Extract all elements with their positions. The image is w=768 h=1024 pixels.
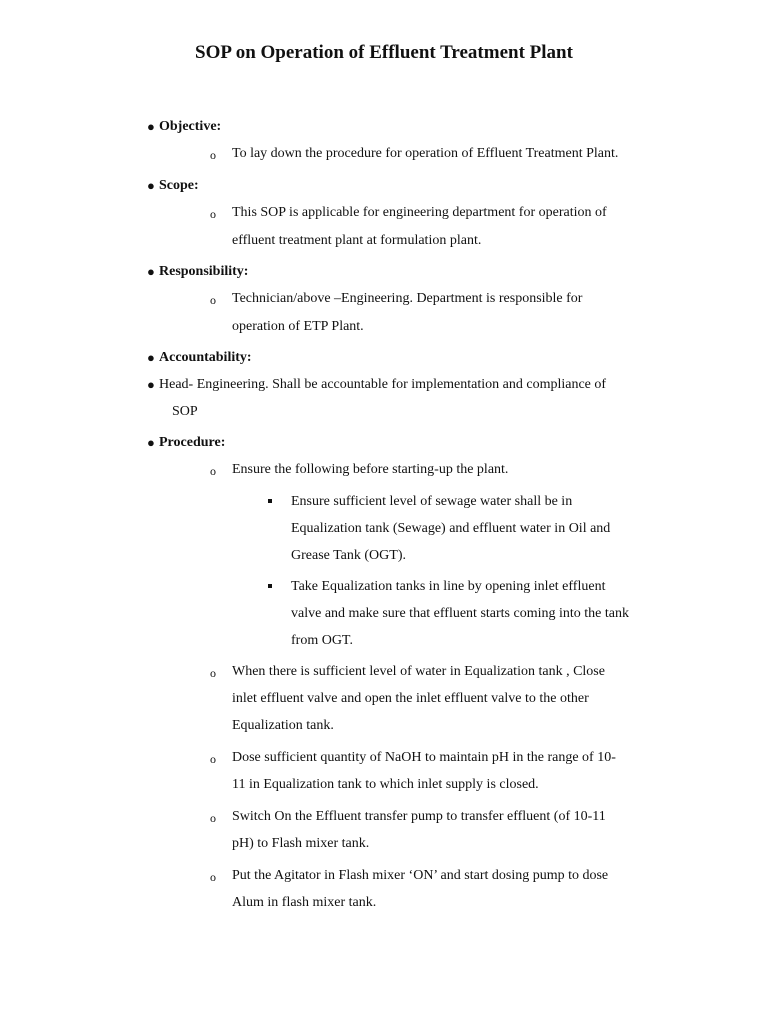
accountability-text-line: SOP [172,404,198,419]
procedure-substep-line: Take Equalization tanks in line by opening inlet effluent [291,579,606,594]
procedure-step-line: When there is sufficient level of water in Equalization tank , Close [232,664,605,679]
procedure-step-line: inlet effluent valve and open the inlet effluent valve to the other [232,691,589,706]
responsibility-heading: Responsibility: [159,264,249,279]
circle-bullet-icon: o [210,870,216,884]
square-bullet-icon [268,584,272,588]
accountability-text-line: Head- Engineering. Shall be accountable for implementation and compliance of [159,377,607,392]
scope-text-line: effluent treatment plant at formulation plant. [232,233,482,248]
scope-heading: Scope: [159,178,199,193]
circle-bullet-icon: o [210,752,216,766]
procedure-step-line: Equalization tank. [232,718,334,733]
bullet-icon: ● [147,435,155,450]
procedure-step-line: Alum in flash mixer tank. [232,895,377,910]
bullet-icon: ● [147,264,155,279]
bullet-icon: ● [147,119,155,134]
responsibility-text-line: operation of ETP Plant. [232,319,364,334]
procedure-substep-line: from OGT. [291,633,353,648]
square-bullet-icon [268,499,272,503]
circle-bullet-icon: o [210,811,216,825]
procedure-substep-line: Ensure sufficient level of sewage water shall be in [291,494,573,509]
procedure-step-line: Switch On the Effluent transfer pump to transfer effluent (of 10-11 [232,809,606,824]
bullet-icon: ● [147,377,155,392]
document-title: SOP on Operation of Effluent Treatment Plant [195,42,573,63]
bullet-icon: ● [147,350,155,365]
objective-heading: Objective: [159,119,222,134]
responsibility-text-line: Technician/above –Engineering. Department is responsible for [232,291,583,306]
procedure-step-line: pH) to Flash mixer tank. [232,836,370,851]
procedure-step-line: 11 in Equalization tank to which inlet supply is closed. [232,777,539,792]
procedure-substep-line: Grease Tank (OGT). [291,548,406,563]
procedure-step-line: Put the Agitator in Flash mixer ‘ON’ and start dosing pump to dose [232,868,609,883]
circle-bullet-icon: o [210,148,216,162]
objective-text: To lay down the procedure for operation of Effluent Treatment Plant. [232,146,619,161]
procedure-step: Ensure the following before starting-up the plant. [232,462,509,477]
scope-text-line: This SOP is applicable for engineering department for operation of [232,205,607,220]
circle-bullet-icon: o [210,293,216,307]
circle-bullet-icon: o [210,207,216,221]
bullet-icon: ● [147,178,155,193]
procedure-heading: Procedure: [159,435,226,450]
procedure-substep-line: Equalization tank (Sewage) and effluent water in Oil and [291,521,611,536]
accountability-heading: Accountability: [159,350,252,365]
procedure-substep-line: valve and make sure that effluent starts coming into the tank [291,606,629,621]
circle-bullet-icon: o [210,464,216,478]
procedure-step-line: Dose sufficient quantity of NaOH to maintain pH in the range of 10- [232,750,616,765]
circle-bullet-icon: o [210,666,216,680]
